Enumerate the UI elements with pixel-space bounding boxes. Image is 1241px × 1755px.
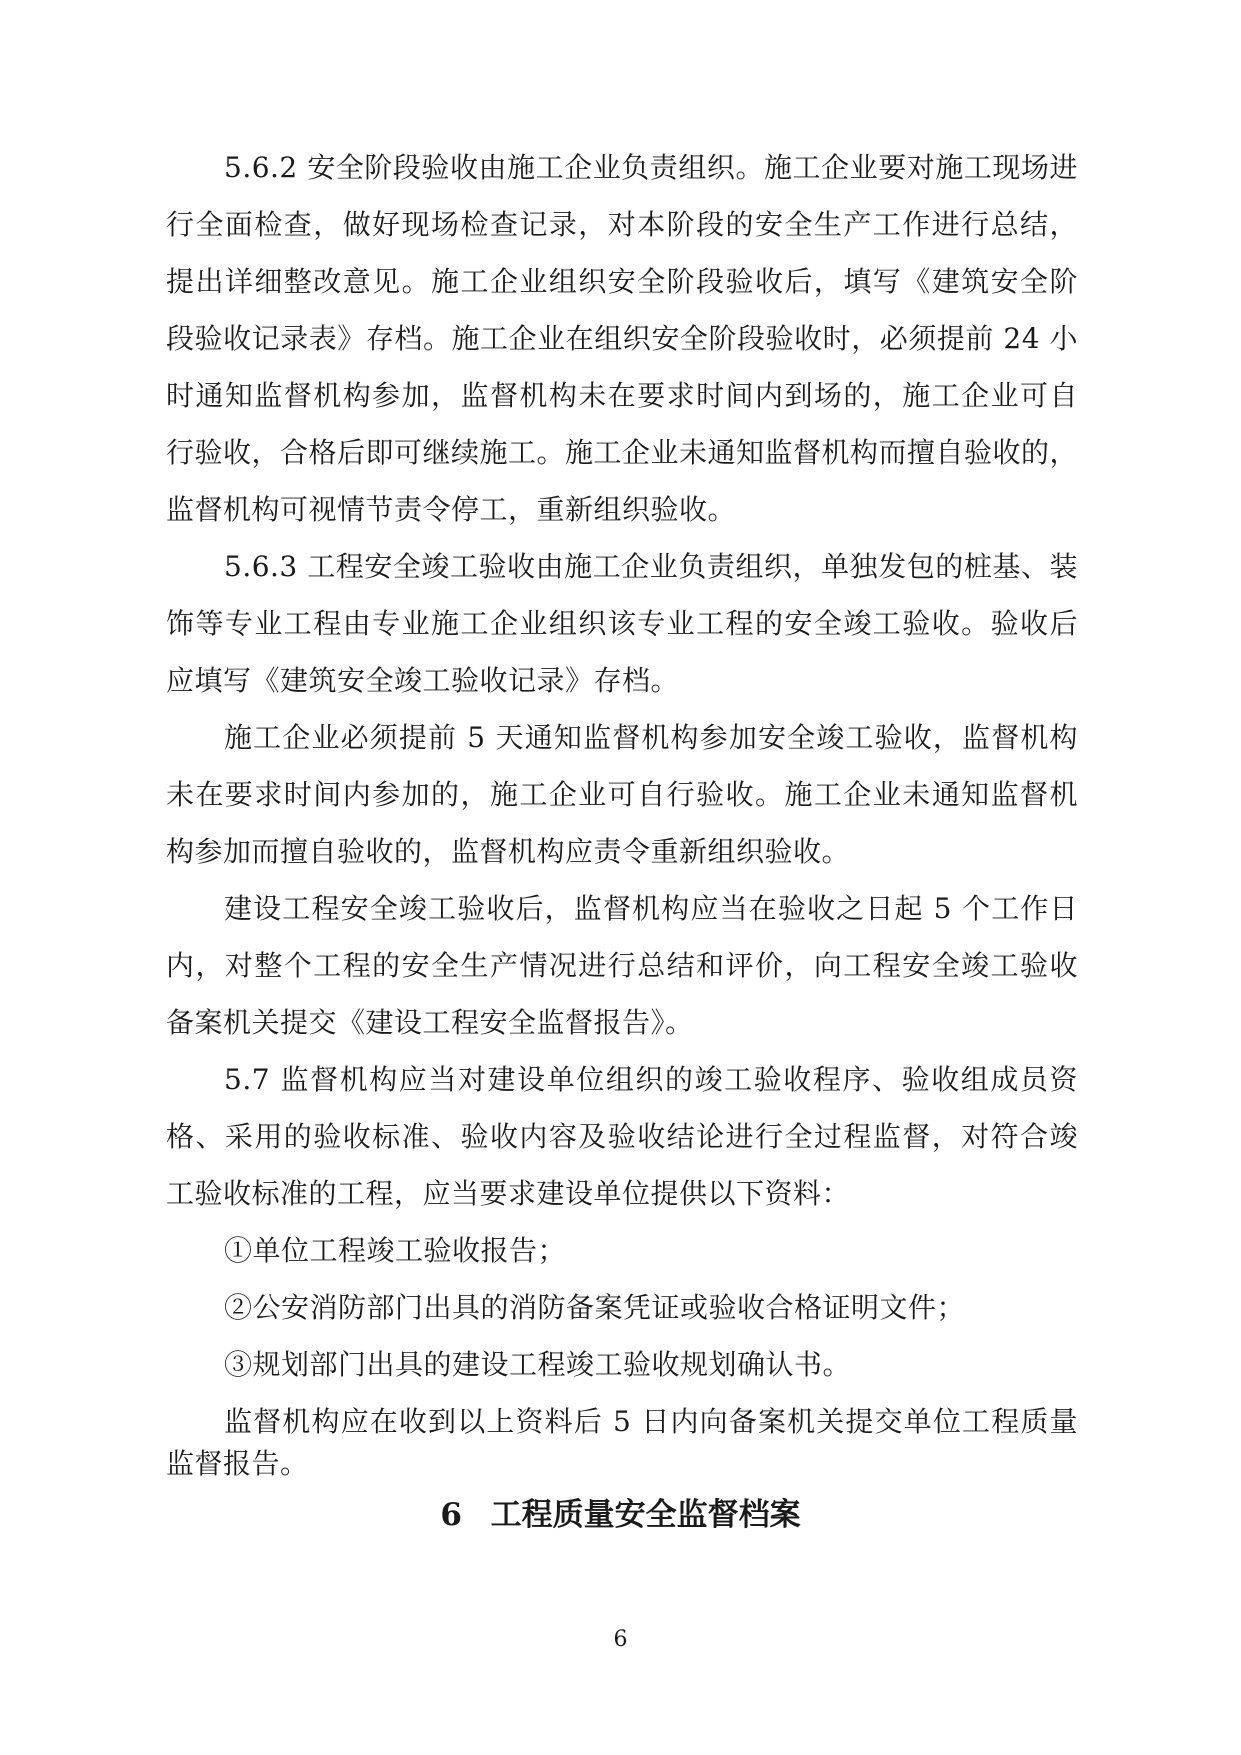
text-line: 内，对整个工程的安全生产情况进行总结和评价，向工程安全竣工验收 [166, 949, 1078, 982]
text-line: 构参加而擅自验收的，监督机构应责令重新组织验收。 [166, 835, 851, 868]
text-line: 时通知监督机构参加，监督机构未在要求时间内到场的，施工企业可自 [166, 379, 1078, 412]
list-item: ①单位工程竣工验收报告； [224, 1234, 567, 1267]
text-line: 备案机关提交《建设工程安全监督报告》。 [166, 1006, 694, 1039]
text-line: 监督机构应在收到以上资料后 5 日内向备案机关提交单位工程质量 [224, 1405, 1078, 1438]
text-line: 5.6.2 安全阶段验收由施工企业负责组织。施工企业要对施工现场进 [224, 151, 1078, 184]
text-line: 行全面检查，做好现场检查记录，对本阶段的安全生产工作进行总结， [166, 208, 1078, 241]
section-heading: 6 工程质量安全监督档案 [440, 1497, 801, 1533]
list-item: ③规划部门出具的建设工程竣工验收规划确认书。 [224, 1348, 852, 1381]
text-line: 行验收，合格后即可继续施工。施工企业未通知监督机构而擅自验收的， [166, 436, 1079, 469]
list-item: ②公安消防部门出具的消防备案凭证或验收合格证明文件； [224, 1291, 966, 1324]
text-line: 格、采用的验收标准、验收内容及验收结论进行全过程监督，对符合竣 [166, 1120, 1078, 1153]
text-line: 未在要求时间内参加的，施工企业可自行验收。施工企业未通知监督机 [166, 778, 1078, 811]
text-line: 施工企业必须提前 5 天通知监督机构参加安全竣工验收，监督机构 [224, 721, 1078, 754]
text-line: 5.7 监督机构应当对建设单位组织的竣工验收程序、验收组成员资 [224, 1063, 1078, 1096]
text-line: 监督机构可视情节责令停工，重新组织验收。 [166, 493, 737, 526]
text-line: 5.6.3 工程安全竣工验收由施工企业负责组织，单独发包的桩基、装 [224, 550, 1078, 583]
text-line: 段验收记录表》存档。施工企业在组织安全阶段验收时，必须提前 24 小 [166, 322, 1078, 355]
text-line: 工验收标准的工程，应当要求建设单位提供以下资料： [166, 1177, 851, 1210]
text-line: 建设工程安全竣工验收后，监督机构应当在验收之日起 5 个工作日 [224, 892, 1078, 925]
text-line: 应填写《建筑安全竣工验收记录》存档。 [166, 664, 680, 697]
page-number: 6 [613, 1627, 628, 1652]
text-line: 提出详细整改意见。施工企业组织安全阶段验收后，填写《建筑安全阶 [166, 265, 1078, 298]
text-line: 监督报告。 [166, 1447, 309, 1480]
text-line: 饰等专业工程由专业施工企业组织该专业工程的安全竣工验收。验收后 [166, 607, 1078, 640]
